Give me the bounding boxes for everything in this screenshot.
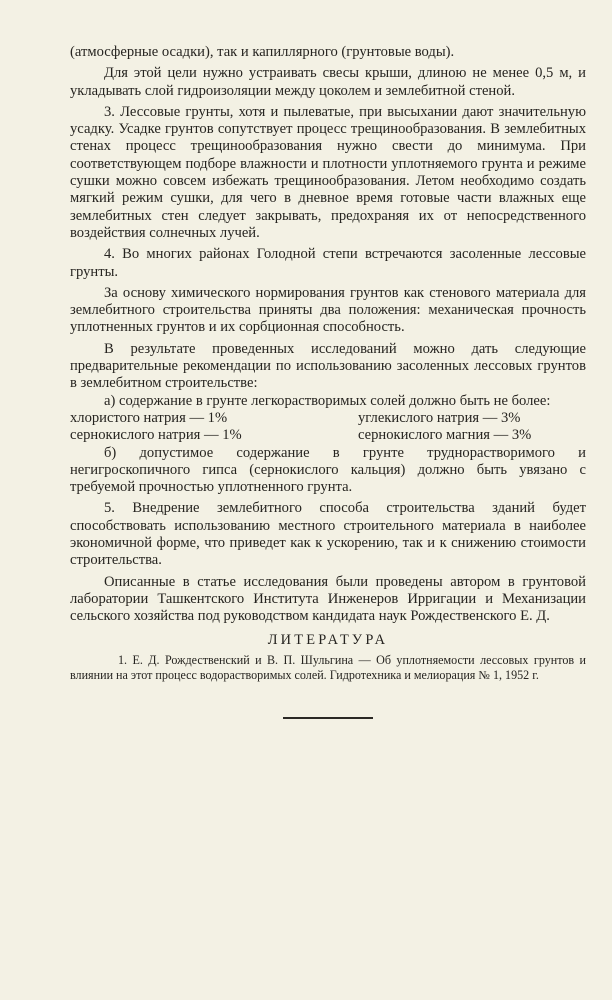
paragraph-recommendations: В результате проведенных исследований можно дать следующие предварительные рекомендации по использованию засоленных лессовых грунтов в землебитном строительстве: [70, 340, 586, 392]
paragraph-saline-soils: 4. Во многих районах Голодной степи встречаются засоленные лессовые грунты. [70, 246, 586, 280]
salt-limit-sodium-carbonate: углекислого натрия — 3% [358, 409, 521, 426]
paragraph-chemical-norms: За основу химического нормирования грунтов как стенового материала для землебитного строительства приняты два положения: механическая прочность уплотненных грунтов и их сорбционная способность. [70, 284, 586, 336]
paragraph-soluble-salts: а) содержание в грунте легкорастворимых солей должно быть не более: [104, 392, 551, 409]
salt-limit-magnesium-sulfate: сернокислого магния — 3% [358, 427, 532, 444]
salt-limits-row-1 [70, 410, 586, 427]
paragraph-conclusion: 5. Внедрение землебитного способа строительства зданий будет способствовать использованию местного строительного материала в наиболее экономичной форме, что приведет как к ускорению, так и к снижению стоимости строительства. [70, 500, 586, 569]
salt-limit-sodium-chloride: хлористого натрия — 1% [70, 409, 228, 426]
paragraph-shrinkage: 3. Лессовые грунты, хотя и пылеватые, при высыхании дают значительную усадку. Усадке грунтов сопутствует процесс трещинообразования. В землебитных стенах процесс трещинообразования нужно свести до минимума. При соответствующем подборе влажности и плотности уплотняемого грунта и режиме сушки можно совсем избежать трещинообразования. Летом необходимо создать мягкий режим сушки, для чего в дневное время готовые части влажных еще землебитных стен следует закрывать, предохраняя их от непосредственного воздействия солнечных лучей. [70, 103, 586, 241]
literature-heading: ЛИТЕРАТУРА [267, 631, 389, 648]
end-rule [283, 717, 373, 719]
paragraph-eaves: Для этой цели нужно устраивать свесы крыши, длиною не менее 0,5 м, и укладывать слой гидроизоляции между цоколем и землебитной стеной. [70, 65, 586, 99]
salt-limit-sodium-sulfate: сернокислого натрия — 1% [70, 427, 242, 444]
literature-reference-1: 1. Е. Д. Рождественский и В. П. Шульгина — Об уплотняемости лессовых грунтов и влиянии на этот процесс водорастворимых солей. Гидротехника и мелиорация № 1, 1952 г. [70, 652, 586, 682]
paragraph-acknowledgement: Описанные в статье исследования были проведены автором в грунтовой лаборатории Ташкентского Института Инженеров Ирригации и Механизации сельского хозяйства под руководством кандидата наук Рождественского Е. Д. [70, 573, 586, 625]
paragraph-continuation: (атмосферные осадки), так и капиллярного (грунтовые воды). [70, 44, 455, 60]
salt-limits-row-2 [70, 427, 586, 444]
paragraph-gypsum: б) допустимое содержание в грунте труднорастворимого и негигроскопичного гипса (сернокислого кальция) должно быть увязано с требуемой прочностью уплотненного грунта. [70, 444, 586, 496]
